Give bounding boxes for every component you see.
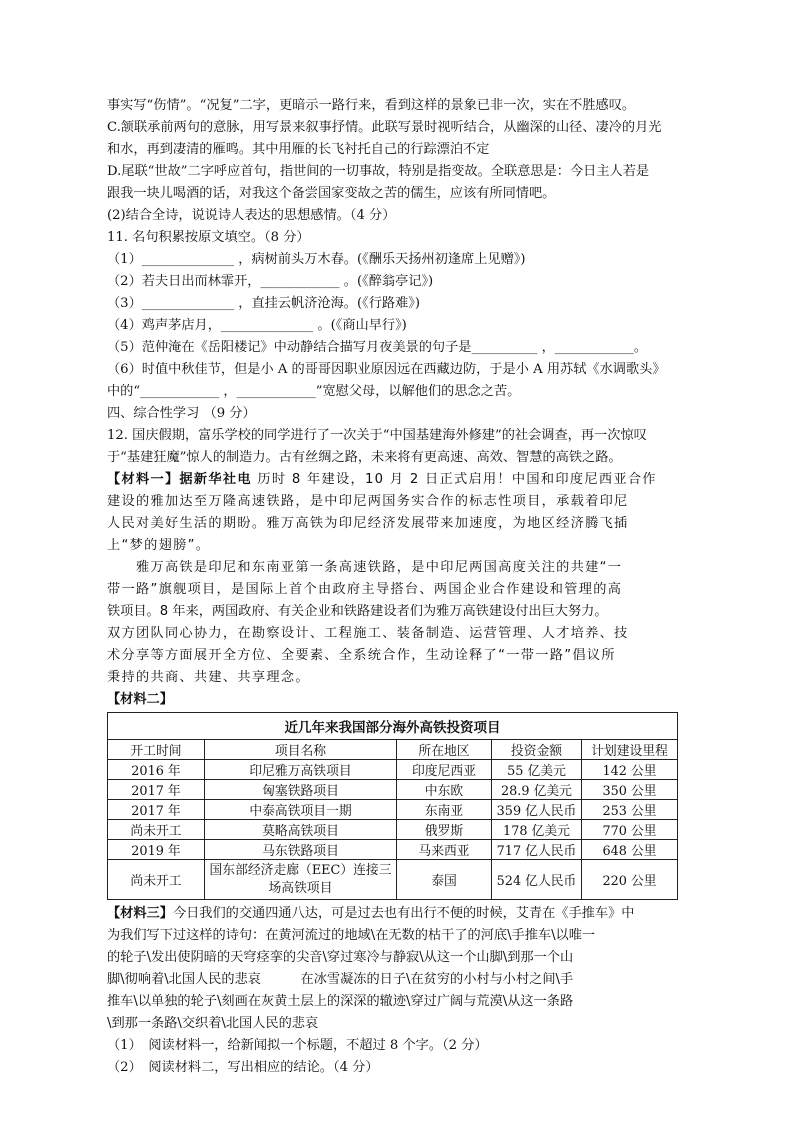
text-line: C.颔联承前两句的意脉，用写景来叙事抒情。此联写景时视听结合，从幽深的山径、凄冷的月光 xyxy=(107,120,662,135)
table-row xyxy=(108,840,678,860)
table-cell: 2016 年 xyxy=(108,760,205,780)
question-text: (2)结合全诗，说说诗人表达的思想感情。（4 分） xyxy=(107,208,396,223)
material-one-line: 人民对美好生活的期盼。雅万高铁为印尼经济发展带来加速度，为地区经济腾飞插 xyxy=(107,516,629,531)
investment-table xyxy=(107,712,678,900)
table-cell: 2017 年 xyxy=(108,780,205,800)
table-cell: 648 公里 xyxy=(582,840,678,860)
material-one-line: 【材料一】据新华社电 历时 8 年建设，10 月 2 日正式启用！中国和印度尼西亚合作 xyxy=(107,472,657,487)
table-cell: 印尼雅万高铁项目 xyxy=(205,760,397,780)
material-one-line: 术分享等方面展开全方位、全要素、全系统合作，生动诠释了“一带一路”倡议所 xyxy=(107,648,616,663)
table-cell: 印度尼西亚 xyxy=(397,760,492,780)
table-row xyxy=(108,780,678,800)
material-one-label: 【材料一】据新华社电 xyxy=(107,472,252,487)
text-line: 跟我一块儿喝酒的话，对我这个备尝国家变故之苦的儒生，应该有所同情吧。 xyxy=(107,186,556,201)
table-caption: 近几年来我国部分海外高铁投资项目 xyxy=(108,713,678,740)
table-cell: 2017 年 xyxy=(108,800,205,820)
material-two-label: 【材料二】 xyxy=(107,692,173,707)
question-text: 12. 国庆假期，富乐学校的同学进行了一次关于“中国基建海外修建”的社会调查，再一次惊叹 xyxy=(107,428,647,443)
table-row xyxy=(108,800,678,820)
table-header: 项目名称 xyxy=(205,740,397,760)
text-line: D.尾联“世故”二字呼应首句，指世间的一切事故，特别是指变故。全联意思是：今日主人若是 xyxy=(107,164,650,179)
table-cell: 178 亿美元 xyxy=(492,820,582,840)
question-text: 于“基建狂魔”惊人的制造力。古有丝绸之路，未来将有更高速、高效、智慧的高铁之路。 xyxy=(107,450,622,465)
material-three-line: 【材料三】今日我们的交通四通八达，可是过去也有出行不便的时候，艾青在《手推车》中 xyxy=(107,906,635,921)
table-cell: 俄罗斯 xyxy=(397,820,492,840)
question-text: （1） 阅读材料一，给新闻拟一个标题，不超过 8 个字。（2 分） xyxy=(107,1038,488,1053)
table-cell: 马来西亚 xyxy=(397,840,492,860)
question-heading: 11. 名句积累按原文填空。（8 分） xyxy=(107,230,310,245)
material-three-line: 推车\以单独的轮子\刻画在灰黄土层上的深深的辙迹\穿过广阔与荒漠\从这一条路 xyxy=(107,994,574,1009)
table-cell: 253 公里 xyxy=(582,800,678,820)
table-cell: 莫略高铁项目 xyxy=(205,820,397,840)
table-cell: 717 亿人民币 xyxy=(492,840,582,860)
table-cell: 359 亿人民币 xyxy=(492,800,582,820)
material-three-line: 的轮子\发出使阴暗的天穹痉挛的尖音\穿过寒冷与静寂\从这一个山脚\到那一个山 xyxy=(107,950,574,965)
fill-blank-item: （5）范仲淹在《岳阳楼记》中动静结合描写月夜美景的句子是__________ ，____________。 xyxy=(107,340,648,355)
table-cell: 524 亿人民币 xyxy=(492,860,582,900)
table-cell: 220 公里 xyxy=(582,860,678,900)
table-header: 投资金额 xyxy=(492,740,582,760)
table-cell: 350 公里 xyxy=(582,780,678,800)
table-row xyxy=(108,820,678,840)
table-cell: 55 亿美元 xyxy=(492,760,582,780)
table-cell: 142 公里 xyxy=(582,760,678,780)
material-three-line: 脚\彻响着\北国人民的悲哀 在冰雪凝冻的日子\在贫穷的小村与小村之间\手 xyxy=(107,972,574,987)
material-one-line: 上“梦的翅膀”。 xyxy=(107,538,211,553)
table-header-row xyxy=(108,740,678,760)
table-row xyxy=(108,860,678,900)
fill-blank-item: （3）______________ ，直挂云帆济沧海。(《行路难》) xyxy=(107,296,420,311)
table-cell: 马东铁路项目 xyxy=(205,840,397,860)
text-line: 事实写“伤情”。“况复”二字，更暗示一路行来，看到这样的景象已非一次，实在不胜感叹。 xyxy=(107,98,636,113)
fill-blank-item: 中的“____________ ，____________”宽慰父母，以解他们的思念之苦。 xyxy=(107,384,521,399)
material-three-line: 为我们写下过这样的诗句：在黄河流过的地域\在无数的枯干了的河底\手推车\以唯一 xyxy=(107,928,596,943)
table-cell: 泰国 xyxy=(397,860,492,900)
material-three-line: \到那一条路\交织着\北国人民的悲哀 xyxy=(107,1016,319,1031)
table-cell: 2019 年 xyxy=(108,840,205,860)
fill-blank-item: （6）时值中秋佳节，但是小 A 的哥哥因职业原因远在西藏边防，于是小 A 用苏轼《水调歌头》 xyxy=(107,362,666,377)
table-cell: 尚未开工 xyxy=(108,860,205,900)
table-cell: 尚未开工 xyxy=(108,820,205,840)
material-one-line: 带一路”旗舰项目，是国际上首个由政府主导搭台、两国企业合作建设和管理的高 xyxy=(107,582,623,597)
table-cell: 28.9 亿美元 xyxy=(492,780,582,800)
table-cell: 匈塞铁路项目 xyxy=(205,780,397,800)
section-heading: 四、综合性学习 （9 分） xyxy=(107,406,256,421)
table-row xyxy=(108,760,678,780)
table-cell: 中东欧 xyxy=(397,780,492,800)
material-one-line: 建设的雅加达至万隆高速铁路，是中印尼两国务实合作的标志性项目，承载着印尼 xyxy=(107,494,629,509)
fill-blank-item: （4）鸡声茅店月，______________ 。(《商山早行》) xyxy=(107,318,407,333)
material-one-line: 秉持的共商、共建、共享理念。 xyxy=(107,670,310,685)
question-text: （2） 阅读材料二，写出相应的结论。（4 分） xyxy=(107,1060,379,1075)
table-header: 所在地区 xyxy=(397,740,492,760)
material-one-line: 铁项目。8 年来，两国政府、有关企业和铁路建设者们为雅万高铁建设付出巨大努力。 xyxy=(107,604,608,619)
table-header: 开工时间 xyxy=(108,740,205,760)
fill-blank-item: （2）若夫日出而林霏开，____________ 。(《醉翁亭记》) xyxy=(107,274,434,289)
table-cell: 东南亚 xyxy=(397,800,492,820)
table-cell: 770 公里 xyxy=(582,820,678,840)
table-header: 计划建设里程 xyxy=(582,740,678,760)
text-line: 和水，再到凄清的雁鸣。其中用雁的长飞衬托自己的行踪漂泊不定 xyxy=(107,142,490,157)
table-cell: 中泰高铁项目一期 xyxy=(205,800,397,820)
material-three-label: 【材料三】 xyxy=(107,906,173,921)
table-cell: 国东部经济走廊（EEC）连接三场高铁项目 xyxy=(205,860,397,900)
material-one-line: 雅万高铁是印尼和东南亚第一条高速铁路，是中印尼两国高度关注的共建“一 xyxy=(107,560,623,575)
fill-blank-item: （1）______________ ，病树前头万木春。(《酬乐天扬州初逢席上见赠》) xyxy=(107,252,526,267)
material-one-line: 双方团队同心协力，在勘察设计、工程施工、装备制造、运营管理、人才培养、技 xyxy=(107,626,629,641)
